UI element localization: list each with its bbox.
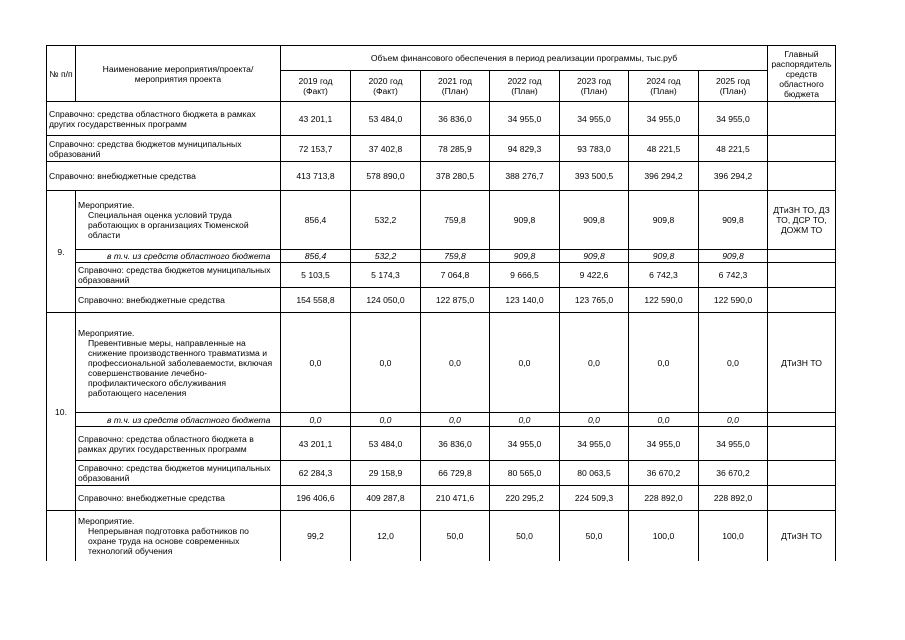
header-no: № п/п: [47, 46, 76, 102]
cell: 0,0: [281, 413, 351, 427]
cell: 80 565,0: [490, 461, 560, 486]
responsible-cell: [768, 461, 836, 486]
row-label: в т.ч. из средств областного бюджета: [76, 250, 281, 263]
table-row: [47, 427, 836, 461]
cell: 94 829,3: [490, 136, 560, 162]
responsible-cell: [768, 136, 836, 162]
cell: 80 063,5: [560, 461, 629, 486]
cell: 909,8: [560, 250, 629, 263]
cell: 43 201,1: [281, 102, 351, 136]
responsible-cell: [768, 250, 836, 263]
row-label: Справочно: внебюджетные средства: [47, 162, 281, 191]
cell: 36 670,2: [629, 461, 699, 486]
cell: 36 670,2: [699, 461, 768, 486]
program-finance-table: [46, 45, 836, 561]
cell: 409 287,8: [351, 486, 421, 511]
cell: 0,0: [699, 313, 768, 413]
cell: 62 284,3: [281, 461, 351, 486]
cell: 99,2: [281, 511, 351, 561]
cell: 5 174,3: [351, 263, 421, 288]
table-row: [47, 413, 836, 427]
header-year-2020: 2020 год (Факт): [351, 71, 421, 102]
cell: 7 064,8: [421, 263, 490, 288]
responsible-cell: ДТиЗН ТО: [768, 511, 836, 561]
cell: 378 280,5: [421, 162, 490, 191]
header-year-2021: 2021 год (План): [421, 71, 490, 102]
header-year-2023: 2023 год (План): [560, 71, 629, 102]
cell: 228 892,0: [629, 486, 699, 511]
table-row: [47, 461, 836, 486]
table-row: [47, 313, 836, 413]
cell: 0,0: [629, 413, 699, 427]
cell: 53 484,0: [351, 102, 421, 136]
cell: 0,0: [351, 313, 421, 413]
cell: 124 050,0: [351, 288, 421, 313]
responsible-cell: [768, 263, 836, 288]
cell: 9 422,6: [560, 263, 629, 288]
cell: 909,8: [629, 250, 699, 263]
header-year-2025: 2025 год (План): [699, 71, 768, 102]
cell: 759,8: [421, 191, 490, 250]
responsible-cell: [768, 413, 836, 427]
activity-prefix: Мероприятие.: [78, 515, 135, 526]
cell: 909,8: [699, 250, 768, 263]
table-row: [47, 102, 836, 136]
row-label: Справочно: средства бюджетов муниципальных образований: [76, 263, 281, 288]
table-row: [47, 191, 836, 250]
cell: 12,0: [351, 511, 421, 561]
cell: 0,0: [490, 313, 560, 413]
cell: 856,4: [281, 191, 351, 250]
cell: 228 892,0: [699, 486, 768, 511]
cell: 34 955,0: [699, 427, 768, 461]
table-row: [47, 486, 836, 511]
item-number: 9.: [47, 191, 76, 313]
activity-text: Непрерывная подготовка работников по охране труда на основе современных технологий обучения: [88, 525, 249, 556]
header-year-2019: 2019 год (Факт): [281, 71, 351, 102]
row-label: в т.ч. из средств областного бюджета: [76, 413, 281, 427]
row-label: Справочно: средства бюджетов муниципальных образований: [47, 136, 281, 162]
cell: 909,8: [560, 191, 629, 250]
table-row: [47, 162, 836, 191]
header-year-2024: 2024 год (План): [629, 71, 699, 102]
table-row: [47, 288, 836, 313]
cell: 53 484,0: [351, 427, 421, 461]
activity-name: [76, 511, 281, 561]
activity-name: [76, 191, 281, 250]
cell: 909,8: [490, 250, 560, 263]
row-label: Справочно: внебюджетные средства: [76, 486, 281, 511]
cell: 36 836,0: [421, 427, 490, 461]
table-row: [47, 136, 836, 162]
table-row: [47, 250, 836, 263]
responsible-cell: ДТиЗН ТО: [768, 313, 836, 413]
cell: 34 955,0: [490, 427, 560, 461]
activity-name: [76, 313, 281, 413]
cell: 393 500,5: [560, 162, 629, 191]
table-row: [47, 263, 836, 288]
cell: 122 590,0: [699, 288, 768, 313]
responsible-cell: [768, 427, 836, 461]
header-name: Наименование мероприятия/проекта/мероприятия проекта: [76, 46, 281, 102]
cell: 413 713,8: [281, 162, 351, 191]
cell: 396 294,2: [629, 162, 699, 191]
cell: 856,4: [281, 250, 351, 263]
cell: 0,0: [281, 313, 351, 413]
cell: 0,0: [351, 413, 421, 427]
cell: 0,0: [421, 413, 490, 427]
cell: 50,0: [421, 511, 490, 561]
cell: 210 471,6: [421, 486, 490, 511]
cell: 909,8: [629, 191, 699, 250]
responsible-cell: [768, 162, 836, 191]
cell: 388 276,7: [490, 162, 560, 191]
cell: 909,8: [490, 191, 560, 250]
cell: 43 201,1: [281, 427, 351, 461]
cell: 34 955,0: [560, 427, 629, 461]
cell: 72 153,7: [281, 136, 351, 162]
cell: 0,0: [421, 313, 490, 413]
activity-prefix: Мероприятие.: [78, 200, 135, 210]
row-label: Справочно: внебюджетные средства: [76, 288, 281, 313]
cell: 29 158,9: [351, 461, 421, 486]
cell: 123 140,0: [490, 288, 560, 313]
cell: 93 783,0: [560, 136, 629, 162]
cell: 224 509,3: [560, 486, 629, 511]
cell: 0,0: [560, 313, 629, 413]
cell: 122 875,0: [421, 288, 490, 313]
cell: 6 742,3: [699, 263, 768, 288]
responsible-cell: [768, 288, 836, 313]
activity-text: Превентивные меры, направленные на снижение производственного травматизма и профессиональной заболеваемости, включая совершенствование лечебно-профилактического обслуживания работающего населения: [88, 337, 273, 398]
table-row: [47, 511, 836, 561]
header-finance: Объем финансового обеспечения в период реализации программы, тыс.руб: [281, 46, 768, 71]
activity-text: Специальная оценка условий труда работающих в организациях Тюменской области: [88, 210, 249, 240]
cell: 123 765,0: [560, 288, 629, 313]
cell: 100,0: [629, 511, 699, 561]
header-responsible: Главный распорядитель средств областного бюджета: [768, 46, 836, 102]
cell: 396 294,2: [699, 162, 768, 191]
cell: 34 955,0: [699, 102, 768, 136]
item-number: 10.: [47, 313, 76, 511]
cell: 220 295,2: [490, 486, 560, 511]
cell: 34 955,0: [490, 102, 560, 136]
cell: 196 406,6: [281, 486, 351, 511]
cell: 0,0: [629, 313, 699, 413]
cell: 48 221,5: [629, 136, 699, 162]
activity-prefix: Мероприятие.: [78, 327, 135, 338]
item-number: [47, 511, 76, 561]
header-year-2022: 2022 год (План): [490, 71, 560, 102]
cell: 34 955,0: [629, 102, 699, 136]
cell: 50,0: [490, 511, 560, 561]
cell: 36 836,0: [421, 102, 490, 136]
responsible-cell: [768, 486, 836, 511]
cell: 37 402,8: [351, 136, 421, 162]
cell: 34 955,0: [629, 427, 699, 461]
cell: 0,0: [699, 413, 768, 427]
cell: 532,2: [351, 250, 421, 263]
cell: 532,2: [351, 191, 421, 250]
cell: 78 285,9: [421, 136, 490, 162]
row-label: Справочно: средства бюджетов муниципальных образований: [76, 461, 281, 486]
cell: 50,0: [560, 511, 629, 561]
cell: 909,8: [699, 191, 768, 250]
cell: 759,8: [421, 250, 490, 263]
cell: 578 890,0: [351, 162, 421, 191]
cell: 0,0: [560, 413, 629, 427]
cell: 100,0: [699, 511, 768, 561]
cell: 122 590,0: [629, 288, 699, 313]
row-label: Справочно: средства областного бюджета в рамках других государственных программ: [76, 427, 281, 461]
cell: 66 729,8: [421, 461, 490, 486]
cell: 0,0: [490, 413, 560, 427]
cell: 48 221,5: [699, 136, 768, 162]
responsible-cell: ДТиЗН ТО, ДЗ ТО, ДСР ТО, ДОЖМ ТО: [768, 191, 836, 250]
cell: 9 666,5: [490, 263, 560, 288]
responsible-cell: [768, 102, 836, 136]
row-label: Справочно: средства областного бюджета в рамках других государственных программ: [47, 102, 281, 136]
cell: 5 103,5: [281, 263, 351, 288]
cell: 6 742,3: [629, 263, 699, 288]
cell: 34 955,0: [560, 102, 629, 136]
cell: 154 558,8: [281, 288, 351, 313]
